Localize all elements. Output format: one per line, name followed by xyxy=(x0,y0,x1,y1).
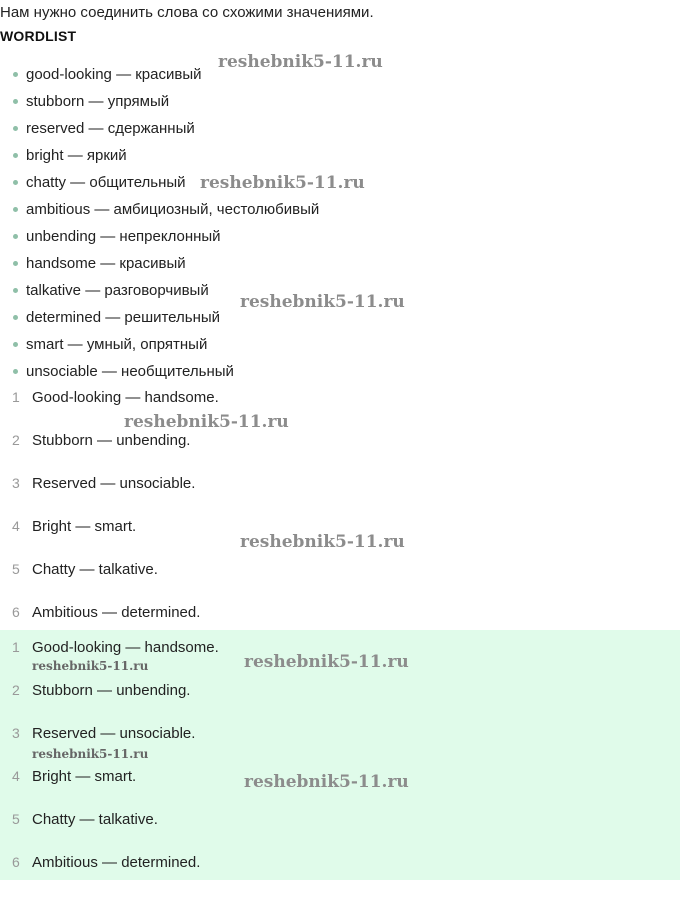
wordlist-item: unbending — непреклонный xyxy=(0,223,319,250)
task-instruction: Нам нужно соединить слова со схожими значениями. xyxy=(0,4,374,21)
answer-pair-item xyxy=(0,854,680,897)
pair-text: Chatty — talkative. xyxy=(32,561,158,578)
bullet-icon xyxy=(13,153,18,158)
pairs-list xyxy=(0,389,680,647)
bullet-icon xyxy=(13,234,18,239)
bullet-icon xyxy=(13,315,18,320)
bullet-icon xyxy=(13,342,18,347)
wordlist-item: smart — умный, опрятный xyxy=(0,331,319,358)
pair-text: Stubborn — unbending. xyxy=(32,682,191,699)
wordlist-item: stubborn — упрямый xyxy=(0,88,319,115)
watermark: reshebnik5-11.ru xyxy=(124,412,289,432)
pair-item xyxy=(0,475,680,518)
wordlist-item: unsociable — необщительный xyxy=(0,358,319,385)
pair-number: 3 xyxy=(12,725,20,741)
pair-text: Ambitious — determined. xyxy=(32,604,201,621)
watermark: reshebnik5-11.ru xyxy=(240,292,405,312)
bullet-icon xyxy=(13,288,18,293)
bullet-icon xyxy=(13,261,18,266)
bullet-icon xyxy=(13,126,18,131)
wordlist-item: reserved — сдержанный xyxy=(0,115,319,142)
watermark: reshebnik5-11.ru xyxy=(218,52,383,72)
pair-text: Chatty — talkative. xyxy=(32,811,158,828)
answer-pairs-list xyxy=(0,639,680,897)
watermark: reshebnik5-11.ru xyxy=(240,532,405,552)
bullet-icon xyxy=(13,180,18,185)
pair-text: Stubborn — unbending. xyxy=(32,432,191,449)
bullet-icon xyxy=(13,369,18,374)
wordlist-heading: WORDLIST xyxy=(0,28,77,44)
pair-text: Reserved — unsociable. xyxy=(32,475,196,492)
pair-number: 4 xyxy=(12,768,20,784)
pair-number: 2 xyxy=(12,432,20,448)
pair-item xyxy=(0,561,680,604)
wordlist-item: talkative — разговорчивый xyxy=(0,277,319,304)
answer-pair-item xyxy=(0,682,680,725)
watermark: reshebnik5-11.ru xyxy=(32,659,149,673)
pair-text: Good-looking — handsome. xyxy=(32,389,219,406)
pair-number: 1 xyxy=(12,639,20,655)
pair-number: 2 xyxy=(12,682,20,698)
pair-number: 4 xyxy=(12,518,20,534)
pair-number: 6 xyxy=(12,604,20,620)
wordlist-item: bright — яркий xyxy=(0,142,319,169)
watermark: reshebnik5-11.ru xyxy=(200,173,365,193)
pair-text: Good-looking — handsome. xyxy=(32,639,219,656)
pair-item xyxy=(0,389,680,432)
pair-item xyxy=(0,432,680,475)
pair-text: Bright — smart. xyxy=(32,518,137,535)
wordlist-item: handsome — красивый xyxy=(0,250,319,277)
bullet-icon xyxy=(13,207,18,212)
pair-text: Bright — smart. xyxy=(32,768,137,785)
wordlist-item: ambitious — амбициозный, честолюбивый xyxy=(0,196,319,223)
wordlist-item: chatty — общительный xyxy=(0,169,319,196)
pair-number: 3 xyxy=(12,475,20,491)
answer-pair-item xyxy=(0,811,680,854)
pair-text: Reserved — unsociable. xyxy=(32,725,196,742)
wordlist-item: determined — решительный xyxy=(0,304,319,331)
bullet-icon xyxy=(13,99,18,104)
pair-number: 1 xyxy=(12,389,20,405)
watermark: reshebnik5-11.ru xyxy=(244,652,409,672)
wordlist xyxy=(0,61,319,385)
watermark: reshebnik5-11.ru xyxy=(244,772,409,792)
watermark: reshebnik5-11.ru xyxy=(32,747,149,761)
pair-number: 5 xyxy=(12,561,20,577)
wordlist-item: good-looking — красивый xyxy=(0,61,319,88)
pair-number: 5 xyxy=(12,811,20,827)
pair-number: 6 xyxy=(12,854,20,870)
bullet-icon xyxy=(13,72,18,77)
pair-text: Ambitious — determined. xyxy=(32,854,201,871)
